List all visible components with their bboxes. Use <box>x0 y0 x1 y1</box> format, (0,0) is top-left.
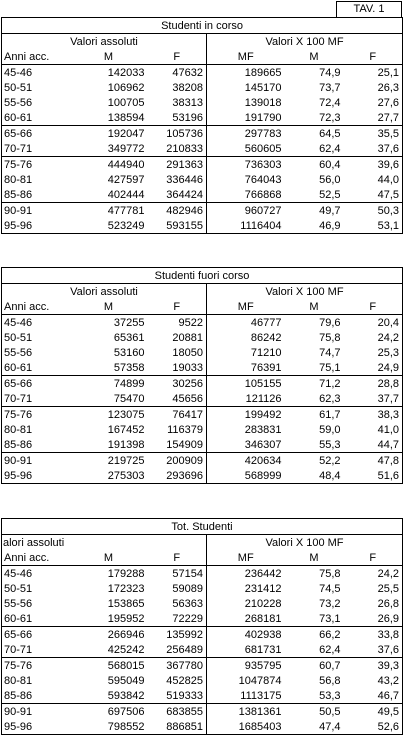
value-cell: 1047874 <box>207 673 285 688</box>
value-cell: 960727 <box>207 203 285 219</box>
value-cell: 65361 <box>113 331 145 344</box>
table-row <box>2 391 403 407</box>
year-cell: 90-91 <box>2 203 70 219</box>
value-cell: 76417 <box>148 407 207 423</box>
value-cell: 210228 <box>207 596 285 611</box>
table-row <box>2 315 403 331</box>
value-cell: 283831 <box>207 422 285 437</box>
value-cell: 444940 <box>70 157 148 173</box>
table-row <box>2 330 403 345</box>
value-cell: 37,6 <box>344 141 403 157</box>
value-cell: 52,2 <box>285 453 344 469</box>
value-cell: 39,6 <box>344 157 403 173</box>
value-cell: 420634 <box>207 453 285 469</box>
value-cell: 53,3 <box>319 689 341 702</box>
value-cell: 199492 <box>207 407 285 423</box>
value-cell: 210833 <box>166 142 203 155</box>
year-cell: 65-66 <box>2 376 70 392</box>
value-cell: 336446 <box>166 173 203 186</box>
value-cell: 44,7 <box>344 437 403 453</box>
column-header: Anni acc. <box>2 550 70 566</box>
value-cell: 195952 <box>107 612 145 625</box>
table-row <box>2 95 403 110</box>
value-cell: 73,2 <box>319 597 341 610</box>
year-cell: 55-56 <box>2 95 70 110</box>
column-header: M <box>309 300 319 313</box>
value-cell: 191398 <box>107 438 145 451</box>
value-cell: 20881 <box>172 331 203 344</box>
value-cell: 75,1 <box>319 361 341 374</box>
column-header: M <box>309 50 319 63</box>
value-cell: 46,9 <box>285 218 344 234</box>
year-cell: 70-71 <box>2 642 70 658</box>
value-cell: 79,6 <box>285 315 344 331</box>
year-cell: 50-51 <box>2 581 70 596</box>
value-cell: 37,6 <box>344 642 403 658</box>
value-cell: 41,0 <box>344 422 403 437</box>
value-cell: 46777 <box>207 315 285 331</box>
column-header: MF <box>207 299 285 315</box>
table-studenti-in-corso <box>1 17 403 234</box>
table-number-label: TAV. 1 <box>336 1 402 18</box>
value-cell: 231412 <box>207 581 285 596</box>
value-cell: 64,5 <box>285 126 344 142</box>
value-cell: 346307 <box>207 437 285 453</box>
value-cell: 121126 <box>207 391 285 407</box>
table-studenti-fuori-corso <box>1 267 403 484</box>
value-cell: 145170 <box>207 80 285 95</box>
value-cell: 72,3 <box>319 111 341 124</box>
value-cell: 75470 <box>113 392 145 405</box>
value-cell: 523249 <box>70 218 148 234</box>
value-cell: 47632 <box>148 65 207 81</box>
value-cell: 38208 <box>172 81 203 94</box>
value-cell: 402938 <box>207 627 285 643</box>
value-cell: 50,3 <box>344 203 403 219</box>
table-row <box>2 360 403 376</box>
year-cell: 85-86 <box>2 437 70 453</box>
group-header-absolute: alori assoluti <box>2 535 207 551</box>
value-cell: 26,3 <box>344 80 403 95</box>
value-cell: 49,7 <box>285 203 344 219</box>
value-cell: 47,4 <box>285 719 344 735</box>
value-cell: 72,4 <box>319 96 341 109</box>
value-cell: 35,5 <box>344 126 403 142</box>
value-cell: 26,8 <box>344 596 403 611</box>
table-row <box>2 468 403 484</box>
column-header: F <box>173 551 181 564</box>
year-cell: 95-96 <box>2 218 70 234</box>
value-cell: 71210 <box>207 345 285 360</box>
value-cell: 593842 <box>107 689 145 702</box>
column-header: F <box>173 300 181 313</box>
value-cell: 192047 <box>70 126 148 142</box>
value-cell: 172323 <box>107 582 145 595</box>
value-cell: 24,2 <box>344 330 403 345</box>
value-cell: 61,7 <box>285 407 344 423</box>
table-row <box>2 157 403 173</box>
table-row <box>2 673 403 688</box>
value-cell: 367780 <box>148 658 207 674</box>
value-cell: 19033 <box>172 361 203 374</box>
value-cell: 57358 <box>113 361 145 374</box>
year-cell: 95-96 <box>2 468 70 484</box>
value-cell: 56363 <box>172 597 203 610</box>
year-cell: 85-86 <box>2 688 70 704</box>
value-cell: 105155 <box>207 376 285 392</box>
value-cell: 142033 <box>70 65 148 81</box>
value-cell: 297783 <box>207 126 285 142</box>
value-cell: 736303 <box>207 157 285 173</box>
year-cell: 75-76 <box>2 157 70 173</box>
value-cell: 39,3 <box>344 658 403 674</box>
value-cell: 37,7 <box>344 391 403 407</box>
value-cell: 59,0 <box>319 423 341 436</box>
value-cell: 1381361 <box>207 704 285 720</box>
column-header: Anni acc. <box>2 299 70 315</box>
table-row <box>2 187 403 203</box>
value-cell: 798552 <box>70 719 148 735</box>
value-cell: 44,0 <box>344 172 403 187</box>
value-cell: 74,7 <box>319 346 341 359</box>
value-cell: 519333 <box>166 689 203 702</box>
year-cell: 45-46 <box>2 65 70 81</box>
value-cell: 291363 <box>148 157 207 173</box>
value-cell: 100705 <box>107 96 145 109</box>
value-cell: 482946 <box>148 203 207 219</box>
value-cell: 74,5 <box>319 582 341 595</box>
value-cell: 26,9 <box>344 611 403 627</box>
group-header-absolute: Valori assoluti <box>2 284 207 300</box>
value-cell: 60,4 <box>285 157 344 173</box>
table-row <box>2 422 403 437</box>
value-cell: 266946 <box>70 627 148 643</box>
table-row <box>2 688 403 704</box>
value-cell: 24,9 <box>344 360 403 376</box>
value-cell: 18050 <box>172 346 203 359</box>
value-cell: 73,1 <box>319 612 341 625</box>
year-cell: 65-66 <box>2 627 70 643</box>
table-row <box>2 218 403 234</box>
column-header: MF <box>207 550 285 566</box>
value-cell: 53196 <box>172 111 203 124</box>
group-header-per100: Valori X 100 MF <box>207 34 403 50</box>
year-cell: 55-56 <box>2 596 70 611</box>
value-cell: 53,1 <box>344 218 403 234</box>
value-cell: 1685403 <box>207 719 285 735</box>
table-row <box>2 566 403 582</box>
value-cell: 593155 <box>148 218 207 234</box>
value-cell: 62,4 <box>319 142 341 155</box>
year-cell: 95-96 <box>2 719 70 735</box>
value-cell: 55,3 <box>319 438 341 451</box>
value-cell: 51,6 <box>344 468 403 484</box>
value-cell: 43,2 <box>344 673 403 688</box>
value-cell: 268181 <box>207 611 285 627</box>
column-header: F <box>173 50 181 63</box>
value-cell: 75,8 <box>319 331 341 344</box>
value-cell: 105736 <box>148 126 207 142</box>
table-row <box>2 110 403 126</box>
value-cell: 76391 <box>207 360 285 376</box>
table-row <box>2 581 403 596</box>
value-cell: 53160 <box>113 346 145 359</box>
value-cell: 52,6 <box>344 719 403 735</box>
table-row <box>2 453 403 469</box>
table-row <box>2 611 403 627</box>
value-cell: 74899 <box>70 376 148 392</box>
column-header: M <box>103 300 114 313</box>
value-cell: 1113175 <box>207 688 285 704</box>
value-cell: 935795 <box>207 658 285 674</box>
table-row <box>2 719 403 735</box>
value-cell: 28,8 <box>344 376 403 392</box>
column-header: M <box>103 551 114 564</box>
value-cell: 60,7 <box>285 658 344 674</box>
year-cell: 75-76 <box>2 407 70 423</box>
value-cell: 568999 <box>207 468 285 484</box>
value-cell: 452825 <box>166 674 203 687</box>
value-cell: 38313 <box>172 96 203 109</box>
value-cell: 47,8 <box>344 453 403 469</box>
table-row <box>2 596 403 611</box>
group-header-per100: Valori X 100 MF <box>207 535 403 551</box>
year-cell: 50-51 <box>2 330 70 345</box>
value-cell: 764043 <box>207 172 285 187</box>
table-row <box>2 704 403 720</box>
year-cell: 45-46 <box>2 566 70 582</box>
value-cell: 1116404 <box>207 218 285 234</box>
value-cell: 86242 <box>207 330 285 345</box>
column-header: Anni acc. <box>2 49 70 65</box>
table-tot-studenti <box>1 518 403 735</box>
value-cell: 402444 <box>107 188 145 201</box>
value-cell: 427597 <box>107 173 145 186</box>
value-cell: 25,5 <box>344 581 403 596</box>
table-row <box>2 407 403 423</box>
value-cell: 57154 <box>148 566 207 582</box>
value-cell: 37255 <box>70 315 148 331</box>
value-cell: 568015 <box>70 658 148 674</box>
year-cell: 80-81 <box>2 422 70 437</box>
table-row <box>2 172 403 187</box>
value-cell: 30256 <box>148 376 207 392</box>
value-cell: 46,7 <box>344 688 403 704</box>
year-cell: 80-81 <box>2 172 70 187</box>
year-cell: 70-71 <box>2 141 70 157</box>
value-cell: 27,7 <box>344 110 403 126</box>
value-cell: 56,0 <box>319 173 341 186</box>
value-cell: 66,2 <box>285 627 344 643</box>
value-cell: 71,2 <box>285 376 344 392</box>
value-cell: 73,7 <box>319 81 341 94</box>
value-cell: 33,8 <box>344 627 403 643</box>
value-cell: 275303 <box>70 468 148 484</box>
value-cell: 138594 <box>107 111 145 124</box>
table-row <box>2 345 403 360</box>
year-cell: 45-46 <box>2 315 70 331</box>
value-cell: 25,1 <box>344 65 403 81</box>
year-cell: 50-51 <box>2 80 70 95</box>
column-header: M <box>309 551 319 564</box>
value-cell: 595049 <box>107 674 145 687</box>
table-row <box>2 658 403 674</box>
value-cell: 9522 <box>148 315 207 331</box>
column-header: MF <box>207 49 285 65</box>
value-cell: 179288 <box>70 566 148 582</box>
value-cell: 38,3 <box>344 407 403 423</box>
value-cell: 886851 <box>148 719 207 735</box>
value-cell: 52,5 <box>319 188 341 201</box>
value-cell: 59089 <box>172 582 203 595</box>
value-cell: 139018 <box>207 95 285 110</box>
year-cell: 80-81 <box>2 673 70 688</box>
column-header: F <box>344 49 403 65</box>
year-cell: 90-91 <box>2 453 70 469</box>
value-cell: 20,4 <box>344 315 403 331</box>
value-cell: 62,4 <box>319 643 341 656</box>
value-cell: 477781 <box>70 203 148 219</box>
year-cell: 90-91 <box>2 704 70 720</box>
table-row <box>2 141 403 157</box>
year-cell: 75-76 <box>2 658 70 674</box>
table-row <box>2 376 403 392</box>
value-cell: 191790 <box>207 110 285 126</box>
value-cell: 364424 <box>166 188 203 201</box>
value-cell: 74,9 <box>285 65 344 81</box>
year-cell: 55-56 <box>2 345 70 360</box>
value-cell: 47,5 <box>344 187 403 203</box>
table-row <box>2 627 403 643</box>
value-cell: 135992 <box>148 627 207 643</box>
value-cell: 766868 <box>207 187 285 203</box>
column-header: M <box>103 50 114 63</box>
value-cell: 45656 <box>172 392 203 405</box>
value-cell: 75,8 <box>285 566 344 582</box>
table-row <box>2 126 403 142</box>
value-cell: 256489 <box>166 643 203 656</box>
column-header: F <box>344 550 403 566</box>
value-cell: 27,6 <box>344 95 403 110</box>
group-header-absolute: Valori assoluti <box>2 34 207 50</box>
group-header-per100: Valori X 100 MF <box>207 284 403 300</box>
value-cell: 48,4 <box>285 468 344 484</box>
year-cell: 70-71 <box>2 391 70 407</box>
table-row <box>2 203 403 219</box>
value-cell: 683855 <box>148 704 207 720</box>
value-cell: 236442 <box>207 566 285 582</box>
value-cell: 153865 <box>107 597 145 610</box>
value-cell: 189665 <box>207 65 285 81</box>
value-cell: 154909 <box>166 438 203 451</box>
value-cell: 123075 <box>70 407 148 423</box>
value-cell: 106962 <box>107 81 145 94</box>
value-cell: 219725 <box>70 453 148 469</box>
year-cell: 85-86 <box>2 187 70 203</box>
value-cell: 681731 <box>207 642 285 658</box>
value-cell: 50,5 <box>285 704 344 720</box>
year-cell: 60-61 <box>2 110 70 126</box>
value-cell: 49,5 <box>344 704 403 720</box>
section-title: Studenti in corso <box>2 18 403 34</box>
value-cell: 25,3 <box>344 345 403 360</box>
year-cell: 65-66 <box>2 126 70 142</box>
value-cell: 167452 <box>107 423 145 436</box>
value-cell: 697506 <box>70 704 148 720</box>
value-cell: 560605 <box>207 141 285 157</box>
value-cell: 293696 <box>148 468 207 484</box>
table-row <box>2 437 403 453</box>
value-cell: 72229 <box>172 612 203 625</box>
value-cell: 349772 <box>107 142 145 155</box>
section-title: Studenti fuori corso <box>2 268 403 284</box>
section-title: Tot. Studenti <box>2 519 403 535</box>
value-cell: 200909 <box>148 453 207 469</box>
table-row <box>2 80 403 95</box>
value-cell: 116379 <box>167 423 203 436</box>
table-row <box>2 642 403 658</box>
value-cell: 62,3 <box>319 392 341 405</box>
column-header: F <box>344 299 403 315</box>
table-row <box>2 65 403 81</box>
value-cell: 56,8 <box>319 674 341 687</box>
year-cell: 60-61 <box>2 611 70 627</box>
year-cell: 60-61 <box>2 360 70 376</box>
value-cell: 24,2 <box>344 566 403 582</box>
value-cell: 425242 <box>107 643 145 656</box>
